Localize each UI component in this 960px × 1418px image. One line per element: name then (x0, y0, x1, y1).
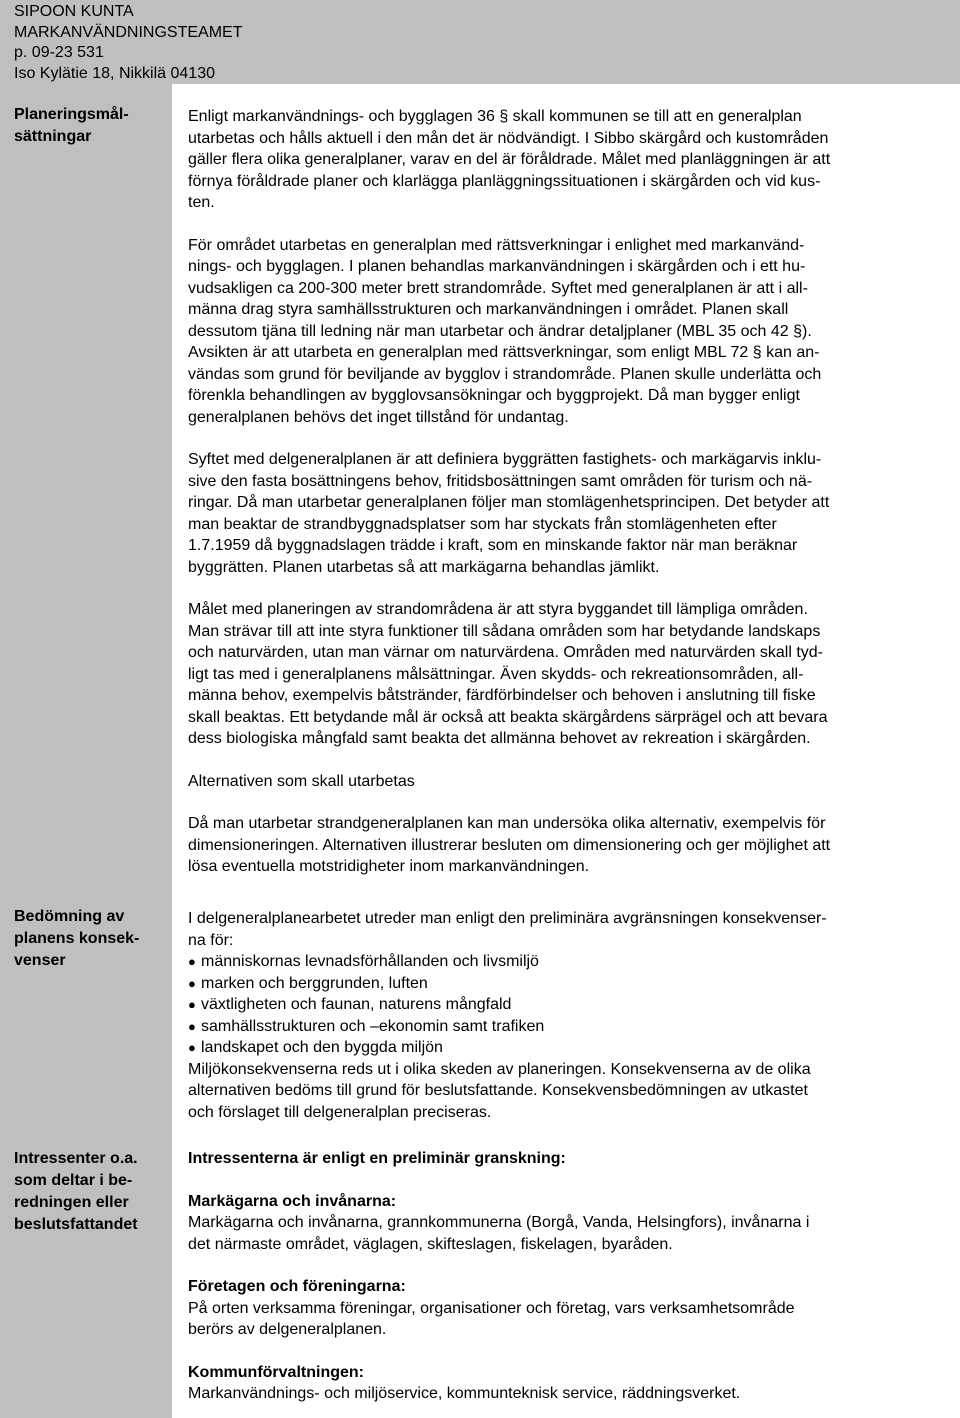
address: Iso Kylätie 18, Nikkilä 04130 (14, 64, 215, 82)
paragraph: För området utarbetas en generalplan med rättsverkningar i enlighet med markanvänd- nings- och bygglagen. I planen behandlas markanvändningen i skärgården och i ett hu- vudsakligen ca 200-300 meter brett strandområde. Syftet med generalplanen är att i all- männa drag styra samhällsstrukturen och markanvändningen i området. Planen skall dessutom tjäna till ledning när man utarbetar och ändrar detaljplaner (MBL 35 och 42 §). Avsikten är att utarbeta en generalplan med rättsverkningar, som enligt MBL 72 § kan an- vändas som grund för beviljande av bygglov i strandområde. Planen skulle underlätta och förenkla behandlingen av bygglovsansökningar och byggprojekt. Då man bygger enligt generalplanen behövs det inget tillstånd för undantag. (188, 236, 822, 426)
intro-heading: Intressenterna är enligt en preliminär granskning: (188, 1150, 566, 1167)
section-heading-intressenter: Intressenter o.a. som deltar i be- redningen eller beslutsfattandet (0, 1134, 172, 1418)
list-item: ● människornas levnadsförhållanden och livsmiljö (188, 951, 948, 973)
section-body-bedomning (172, 890, 960, 1134)
paragraph: Då man utarbetar strandgeneralplanen kan man undersöka olika alternativ, exempelvis för dimensioneringen. Alternativen illustrerar besluten om dimensionering och ger möjlighet att lösa eventuella motstridigheter inom markanvändningen. (188, 815, 831, 875)
phone-number: p. 09-23 531 (14, 44, 104, 61)
list-item: ● landskapet och den byggda miljön (188, 1037, 948, 1059)
section-planeringsmal (0, 84, 960, 890)
paragraph: Enligt markanvändnings- och bygglagen 36 § skall kommunen se till att en generalplan utarbetas och hålls aktuell i den mån det är nödvändigt. I Sibbo skärgård och kustområden gäller flera olika generalplaner, varav en del är föråldrade. Målet med planläggningen är att förnya föråldrade planer och klarlägga planläggningssituationen i skärgården och vid kus- ten. (188, 108, 831, 211)
group-title: Kommunförvaltningen: (188, 1363, 364, 1381)
bullet-icon: ● (188, 1040, 196, 1055)
paragraph: Miljökonsekvenserna reds ut i olika skeden av planeringen. Konsekvenserna av de olika alternativen bedöms till grund för beslutsfattande. Konsekvensbedömningen av utkastet och förslaget till delgeneralplan preciseras. (188, 1060, 811, 1121)
section-heading-planeringsmal: Planeringsmål- sättningar (0, 84, 172, 890)
bullet-icon: ● (188, 954, 196, 969)
paragraph: Markägarna och invånarna, grannkommunerna (Borgå, Vanda, Helsingfors), invånarna i det närmaste området, väglagen, skifteslagen, fiskelagen, byaråden. (188, 1214, 810, 1253)
section-bedomning (0, 890, 960, 1134)
paragraph: Markanvändnings- och miljöservice, kommunteknisk service, räddningsverket. (188, 1385, 741, 1402)
section-intressenter (0, 1134, 960, 1418)
paragraph: Syftet med delgeneralplanen är att definiera byggrätten fastighets- och markägarvis inklu- sive den fasta bosättningens behov, fritidsbosättningen samt områden för turism och nä- ringar. Då man utarbetar generalplanen följer man stomlägenhetsprincipen. Det betyder att man beaktar de strandbyggnadsplatser som har styckats från stomlägenheten efter 1.7.1959 då byggnadslagen trädde i kraft, som en minskande faktor när man beräknar byggrätten. Planen utarbetas så att markägarna behandlas jämlikt. (188, 451, 830, 576)
list-item: ● marken och berggrunden, luften (188, 973, 948, 995)
section-body-intressenter (172, 1134, 960, 1418)
document-header (0, 0, 960, 84)
paragraph: Målet med planeringen av strandområdena är att styra byggandet till lämpliga områden. Man strävar till att inte styra funktioner till sådana områden som har betydande landskaps och naturvärden, utan man värnar om naturvärdena. Områden med naturvärden skall tyd- ligt tas med i generalplanens målsättningar. Även skydds- och rekreationsområden, all- männa behov, exempelvis båtstränder, färdförbindelser och behoven i anslutning till fiske skall beaktas. Ett betydande mål är också att beakta skärgårdens särprägel och att bevara dess biologiska mångfald samt beakta det allmänna behovet av rekreation i skärgården. (188, 601, 828, 747)
bullet-icon: ● (188, 1018, 196, 1034)
paragraph: I delgeneralplanearbetet utreder man enligt den preliminära avgränsningen konsekvenser- na för: (188, 910, 827, 949)
list-item: ● samhällsstrukturen och –ekonomin samt trafiken (188, 1016, 948, 1038)
bullet-icon: ● (188, 997, 196, 1012)
group-title: Företagen och föreningarna: (188, 1278, 406, 1295)
team-name: MARKANVÄNDNINGSTEAMET (14, 23, 243, 41)
list-item: ● växtligheten och faunan, naturens mångfald (188, 994, 948, 1016)
group-title: Markägarna och invånarna: (188, 1192, 397, 1210)
municipality-name: SIPOON KUNTA (14, 3, 134, 20)
section-body-planeringsmal (172, 84, 960, 890)
bullet-icon: ● (188, 975, 196, 991)
subheading-alternativen: Alternativen som skall utarbetas (188, 772, 415, 790)
section-heading-bedomning: Bedömning av planens konsek- venser (0, 890, 172, 1134)
paragraph: På orten verksamma föreningar, organisationer och företag, vars verksamhetsområde berörs av delgeneralplanen. (188, 1299, 795, 1338)
